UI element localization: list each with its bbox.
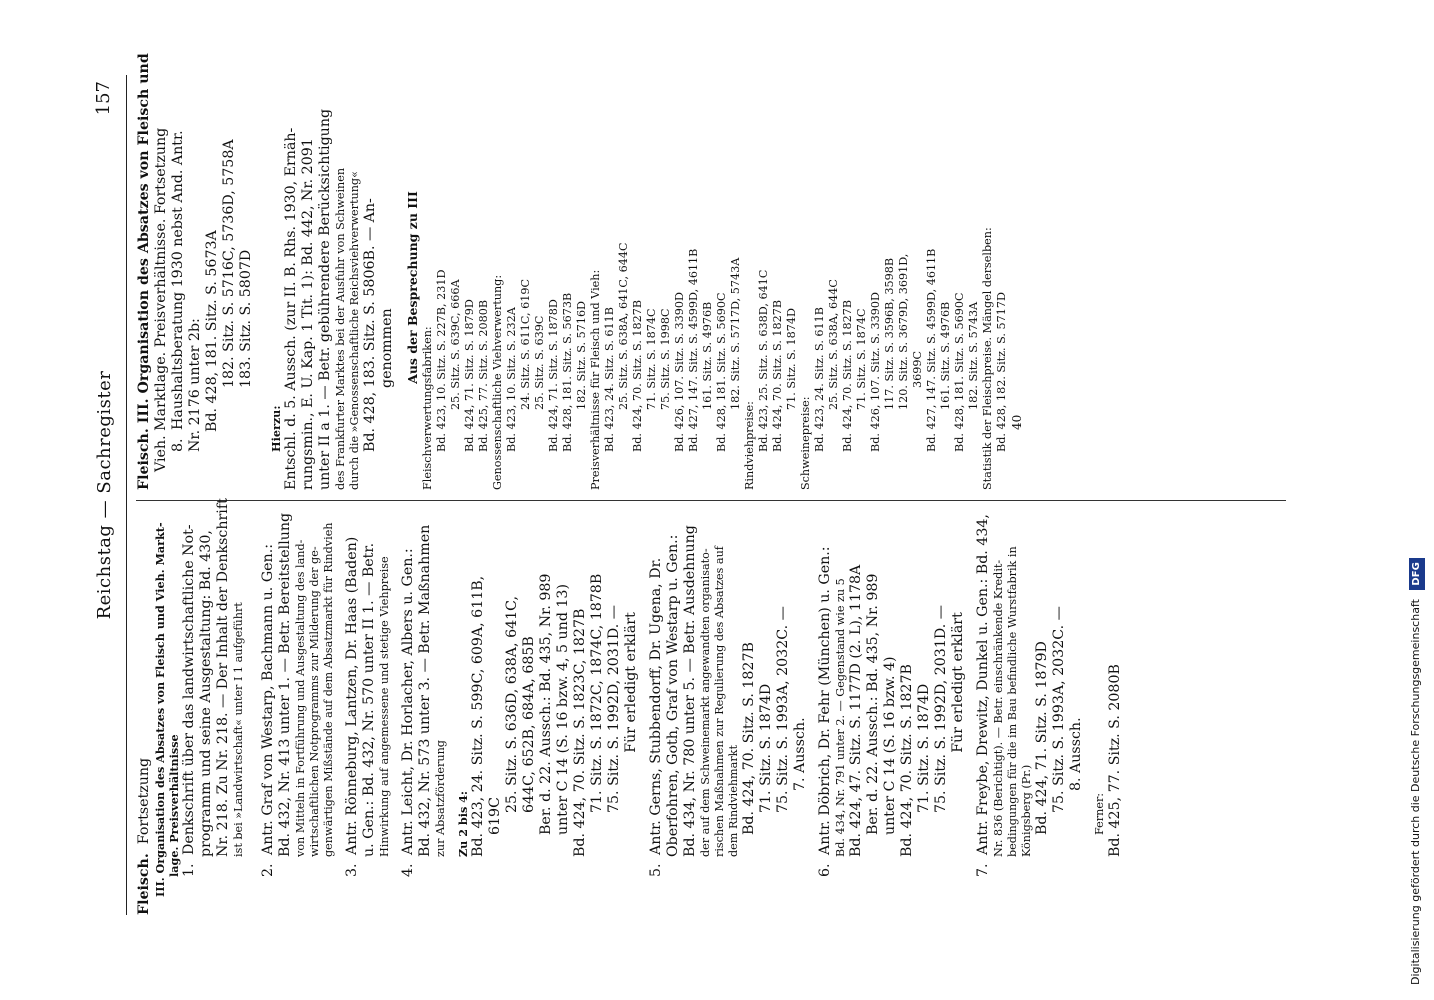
entry-note: durch die »Genossenschaftliche Reichsviehverwertung« xyxy=(348,171,361,490)
entry-note: des Frankfurter Marktes bei der Ausfuhr von Schweinen xyxy=(334,167,347,490)
entry-text: Bd. 432, Nr. 413 unter 1. — Betr. Bereitstellung xyxy=(277,512,293,857)
topic-title: Rindviehpreise: xyxy=(743,401,756,490)
reference-line: 25. Sitz. S. 639C xyxy=(533,315,546,410)
entry-text: Antr. Döbrich, Dr. Fehr (München) u. Gen.: xyxy=(817,546,833,855)
reference-line: 161. Sitz. S. 4976B xyxy=(701,301,714,410)
reference-line: 71. Sitz. S. 1874C xyxy=(855,308,868,410)
reference-line: 619C xyxy=(487,797,503,835)
reference-line: 25. Sitz. S. 638A, 641C, 644C xyxy=(617,242,630,410)
reference-line: 182. Sitz. S. 5716C, 5736D, 5758A xyxy=(221,139,237,388)
reference-line: 71. Sitz. S. 1874C xyxy=(645,308,658,410)
signature-mark: 40 xyxy=(1010,414,1024,430)
reference-line: Bd. 424, 71. Sitz. S. 1879D xyxy=(1034,641,1050,835)
reference-line: Ber. d. 22. Aussch.: Bd. 435, Nr. 989 xyxy=(538,573,554,835)
reference-line: 161. Sitz. S. 4976B xyxy=(939,301,952,410)
hierzu-entry xyxy=(283,85,396,490)
entry-note: von Mitteln in Fortführung und Ausgestaltung des land- xyxy=(294,539,307,857)
topic-title: Statistik der Fleischpreise. Mängel derselben: xyxy=(981,227,994,490)
entry-1: 1.Denkschrift über das landwirtschaftliche Not- programm und seine Ausgestaltung: Bd. 430, Nr. 218. Zu Nr. 218. — Der Inhalt der Denkschrift ist bei »Landwirtschaft« unter I 1 aufgeführt xyxy=(181,510,246,915)
left-column xyxy=(136,498,1124,915)
subheading: Zu 2 bis 4: xyxy=(456,790,470,857)
entry-text: unter II a 1. — Betr. gebührendere Berücksichtigung xyxy=(317,108,333,490)
reference-line: Bd. 426, 107. Sitz. S. 3390D xyxy=(673,292,686,452)
entry-note: dem Rindviehmarkt xyxy=(727,745,740,857)
reference-line: 644C, 652B, 684A, 685B xyxy=(521,636,537,813)
reference-line: Bd. 428, 181. Sitz. S. 5673B xyxy=(561,292,574,452)
entry-text: programm und seine Ausgestaltung: Bd. 430, xyxy=(198,530,214,857)
reference-line: 71. Sitz. S. 1874D xyxy=(758,683,774,813)
dfg-logo: DFG xyxy=(1409,558,1425,589)
reference-line: Bd. 424, 70. Sitz. S. 1823C, 1827B xyxy=(572,608,588,857)
entry-text: Antr. Rönneburg, Lantzen, Dr. Haas (Baden) xyxy=(344,536,360,855)
reference-line: Bd. 428, 182. Sitz. S. 5717D xyxy=(995,292,1008,452)
entry-text: rungsmin., E. U. Kap. 1 Tit. 1): Bd. 442, Nr. 2091 xyxy=(300,138,316,490)
reference-line: 75. Sitz. S. 1998C xyxy=(659,308,672,410)
reference-line: 71. Sitz. S. 1872C, 1874C, 1878B xyxy=(589,573,605,813)
right-column xyxy=(136,53,1026,490)
entry-6: 6.Antr. Döbrich, Dr. Fehr (München) u. Gen.: Bd. 434, Nr. 791 unter 2. — Gegenstand wie zu 5 Bd. 424, 47. Sitz. S. 1177D (2. L), 1178A Ber. d. 22. Aussch.: Bd. 435, Nr. 989 unter C 14 (S. 16 bzw. 4) Bd. 424, 70. Sitz. S. 1827B 71. Sitz. S. 1874D 75. Sitz. S. 1992D, 2031D. — Für erledigt erklärt xyxy=(817,510,967,915)
reference-line: Bd. 423, 24. Sitz. S. 611B xyxy=(813,306,826,452)
reference-line: Bd. 426, 107. Sitz. S. 3390D xyxy=(869,292,882,452)
entry-text: Antr. Leicht, Dr. Horlacher, Albers u. Gen.: xyxy=(400,548,416,855)
reference-line: Bd. 423, 24. Sitz. S. 599C, 609A, 611B, xyxy=(470,575,486,857)
entry-note: genwärtigen Mißstände auf dem Absatzmarkt für Rindvieh xyxy=(322,522,335,857)
entry-text: Antr. Graf von Westarp, Bachmann u. Gen.: xyxy=(260,544,276,855)
reference-status: 8. Aussch. xyxy=(1068,717,1084,791)
references-2-4 xyxy=(470,510,640,915)
entry-text: Entschl. d. 5. Aussch. (zur II. B. Rhs. 1930, Ernäh- xyxy=(283,127,299,490)
entry-note: rischen Maßnahmen zur Regulierung des Absatzes auf xyxy=(713,546,726,857)
entry-note: wirtschaftlichen Notprogramms zur Milderung der ge- xyxy=(308,546,321,857)
reference-line: Bd. 427, 147. Sitz. S. 4599D, 4611B xyxy=(687,248,700,452)
reference-line: 25. Sitz. S. 639C, 666A xyxy=(449,279,462,410)
reference-line: Bd. 428, 181. Sitz. S. 5690C xyxy=(953,292,966,452)
topic-title: Schweinepreise: xyxy=(799,396,812,490)
reference-line: Bd. 423, 10. Sitz. S. 232A xyxy=(505,307,518,452)
attribution-text: Digitalisierung gefördert durch die Deutsche Forschungsgemeinschaft xyxy=(1409,599,1422,985)
entry-note: Nr. 836 (Berichtigt). — Betr. einschränkende Kredit- xyxy=(992,559,1005,857)
entry-heading: Fleisch. xyxy=(136,853,152,915)
reference-line: Bd. 423, 24. Sitz. S. 611B xyxy=(603,306,616,452)
reference-line: Bd. 424, 70. Sitz. S. 1827B xyxy=(841,299,854,452)
entry-text: Antr. Gerns, Stubbendorff, Dr. Ugena, Dr. xyxy=(648,557,664,855)
reference-line: Bd. 423, 10. Sitz. S. 227B, 231D xyxy=(435,269,448,452)
entry-8: 8.Haushaltsberatung 1930 nebst And. Antr. Nr. 2176 unter 2b: Bd. 428, 181. Sitz. S. 5673A 182. Sitz. S. 5716C, 5736D, 5758A 183. Sitz. S. 5807D xyxy=(170,85,255,490)
rotated-page-content xyxy=(92,53,1322,915)
entry-text: u. Gen.: Bd. 432, Nr. 570 unter II 1. — Betr. xyxy=(361,542,377,857)
entry-note: bedingungen für die im Bau befindliche Wurstfabrik in xyxy=(1006,546,1019,857)
section-title: III. Organisation des Absatzes von Fleisch und Vieh. Markt- xyxy=(153,522,167,897)
running-title: Reichstag — Sachregister xyxy=(94,370,115,620)
entry-text: Haushaltsberatung 1930 nebst And. Antr. xyxy=(170,130,186,430)
entry-heading: Fleisch. III. Organisation des Absatzes von Fleisch und xyxy=(136,53,152,490)
entry-7: 7.Antr. Freybe, Drewitz, Dunkel u. Gen.: Bd. 434, Nr. 836 (Berichtigt). — Betr. einschränkende Kredit- bedingungen für die im Bau befindliche Wurstfabrik in Königsberg (Pr.) Bd. 424, 71. Sitz. S. 1879D 75. Sitz. S. 1993A, 2032C. — 8. Aussch. xyxy=(975,510,1085,915)
entry-note: Königsberg (Pr.) xyxy=(1020,764,1033,857)
reference-line: 120. Sitz. S. 3679D, 3691D, xyxy=(897,253,910,410)
entry-2: 2.Antr. Graf von Westarp, Bachmann u. Gen.: Bd. 432, Nr. 413 unter 1. — Betr. Bereitstellung von Mitteln in Fortführung und Ausgestaltung des land- wirtschaftlichen Notprogramms zur Milderung der ge- genwärtigen Mißstände auf dem Absatzmarkt für Rindvieh xyxy=(260,510,336,915)
reference-status: 7. Aussch. xyxy=(792,717,808,791)
reference-line: 25. Sitz. S. 636D, 638A, 641C, xyxy=(504,595,520,813)
reference-line: Bd. 428, 181. Sitz. S. 5690C xyxy=(715,292,728,452)
reference-line: Bd. 424, 70. Sitz. S. 1827B xyxy=(631,299,644,452)
reference-line: 75. Sitz. S. 1992D, 2031D. — xyxy=(933,605,949,813)
entry-5: 5.Antr. Gerns, Stubbendorff, Dr. Ugena, Dr. Oberfohren, Goth, Graf von Westarp u. Gen.: Bd. 434, Nr. 780 unter 5. — Betr. Ausdehnung der auf dem Schweinemarkt angewandten organisato- rischen Maßnahmen zur Regulierung des Absatzes auf dem Rindviehmarkt Bd. 424, 70. Sitz. S. 1827B 71. Sitz. S. 1874D 75. Sitz. S. 1993A, 2032C. — 7. Aussch. xyxy=(648,510,809,915)
reference-line: Bd. 425, 77. Sitz. S. 2080B xyxy=(1107,664,1123,857)
reference-status: Für erledigt erklärt xyxy=(623,612,639,753)
reference-line: 75. Sitz. S. 1993A, 2032C. — xyxy=(1051,606,1067,813)
entry-3: 3.Antr. Rönneburg, Lantzen, Dr. Haas (Baden) u. Gen.: Bd. 432, Nr. 570 unter II 1. — Betr. Hinwirkung auf angemessene und stetige Viehpreise xyxy=(344,510,392,915)
entry-text: Nr. 2176 unter 2b: xyxy=(187,318,203,452)
reference-line: Bd. 427, 147. Sitz. S. 4599D, 4611B xyxy=(925,248,938,452)
topic-title: Preisverhältnisse für Fleisch und Vieh: xyxy=(589,269,602,490)
reference-line: Bd. 424, 70. Sitz. S. 1827B xyxy=(899,664,915,857)
reference-line: Bd. 428, 183. Sitz. S. 5806B. — An- xyxy=(362,198,378,452)
reference-status: Für erledigt erklärt xyxy=(950,612,966,753)
entry-text: Bd. 434, Nr. 780 unter 5. — Betr. Ausdehnung xyxy=(682,525,698,857)
entry-text: Denkschrift über das landwirtschaftliche Not- xyxy=(181,524,197,855)
reference-line: Bd. 424, 70. Sitz. S. 1827B xyxy=(741,642,757,835)
reference-line: Bd. 428, 181. Sitz. S. 5673A xyxy=(204,230,220,432)
entry-heading: Vieh. Marktlage. Preisverhältnisse. Fortsetzung xyxy=(153,127,169,472)
column-divider xyxy=(136,500,1286,501)
reference-status: genommen xyxy=(379,308,395,388)
reference-line: 183. Sitz. S. 5807D xyxy=(238,249,254,388)
reference-line: unter C 14 (S. 16 bzw. 4) xyxy=(882,656,898,835)
reference-line: 182. Sitz. S. 5717D, 5743A xyxy=(729,257,742,410)
reference-line: 71. Sitz. S. 1874D xyxy=(916,683,932,813)
reference-line: Bd. 424, 47. Sitz. S. 1177D (2. L), 1178A xyxy=(848,564,864,857)
topic-title: Genossenschaftliche Viehverwertung: xyxy=(491,274,504,490)
entry-text: Antr. Freybe, Drewitz, Dunkel u. Gen.: Bd. 434, xyxy=(975,514,991,855)
hierzu-label: Hierzu: xyxy=(269,405,283,452)
reference-line: 24. Sitz. S. 611C, 619C xyxy=(519,278,532,410)
reference-line: Bd. 424, 70. Sitz. S. 1827B xyxy=(771,299,784,452)
reference-line: unter C 14 (S. 16 bzw. 4, 5 und 13) xyxy=(555,584,571,835)
entry-note: der auf dem Schweinemarkt angewandten organisato- xyxy=(699,548,712,857)
page-number: 157 xyxy=(93,81,114,116)
reference-line: Ber. d. 22. Aussch.: Bd. 435, Nr. 989 xyxy=(865,573,881,835)
reference-line: 25. Sitz. S. 638A, 644C xyxy=(827,279,840,410)
entry-4: 4.Antr. Leicht, Dr. Horlacher, Albers u. Gen.: Bd. 432, Nr. 573 unter 3. — Betr. Maßnahmen zur Absatzförderung xyxy=(400,510,448,915)
digitization-attribution xyxy=(1404,5,1428,985)
ferner-label: Ferner: xyxy=(1093,792,1106,835)
page-header xyxy=(92,75,127,915)
reference-line: 117. Sitz. S. 3596B, 3598B xyxy=(883,257,896,410)
reference-line: 71. Sitz. S. 1874D xyxy=(785,308,798,410)
continuation-label: Fortsetzung xyxy=(136,757,152,845)
reference-line: Bd. 425, 77. Sitz. S. 2080B xyxy=(477,299,490,452)
reference-line: Bd. 423, 25. Sitz. S. 638D, 641C xyxy=(757,269,770,452)
entry-text: Bd. 432, Nr. 573 unter 3. — Betr. Maßnahmen xyxy=(417,524,433,857)
reference-line: Bd. 424, 71. Sitz. S. 1879D xyxy=(463,299,476,452)
entry-note: ist bei »Landwirtschaft« unter I 1 aufgeführt xyxy=(232,602,245,857)
reference-line: 182. Sitz. S. 5743A xyxy=(967,301,980,410)
reference-line: 75. Sitz. S. 1993A, 2032C. — xyxy=(775,606,791,813)
topic-title: Fleischverwertungsfabriken: xyxy=(421,326,434,490)
entry-text: Nr. 218. Zu Nr. 218. — Der Inhalt der Denkschrift xyxy=(215,498,231,857)
section-title: lage. Preisverhältnisse xyxy=(167,734,181,877)
reference-line: Bd. 424, 71. Sitz. S. 1878D xyxy=(547,299,560,452)
entry-note: zur Absatzförderung xyxy=(434,740,447,857)
section-subtitle: Aus der Besprechung zu III xyxy=(405,191,420,384)
entry-note: Bd. 434, Nr. 791 unter 2. — Gegenstand wie zu 5 xyxy=(834,578,847,857)
entry-note: Hinwirkung auf angemessene und stetige Viehpreise xyxy=(378,556,391,857)
reference-line: 75. Sitz. S. 1992D, 2031D. — xyxy=(606,605,622,813)
reference-line: 3699C xyxy=(911,350,924,388)
entry-text: Oberfohren, Goth, Graf von Westarp u. Gen.: xyxy=(665,534,681,857)
reference-line: 182. Sitz. S. 5716D xyxy=(575,300,588,410)
